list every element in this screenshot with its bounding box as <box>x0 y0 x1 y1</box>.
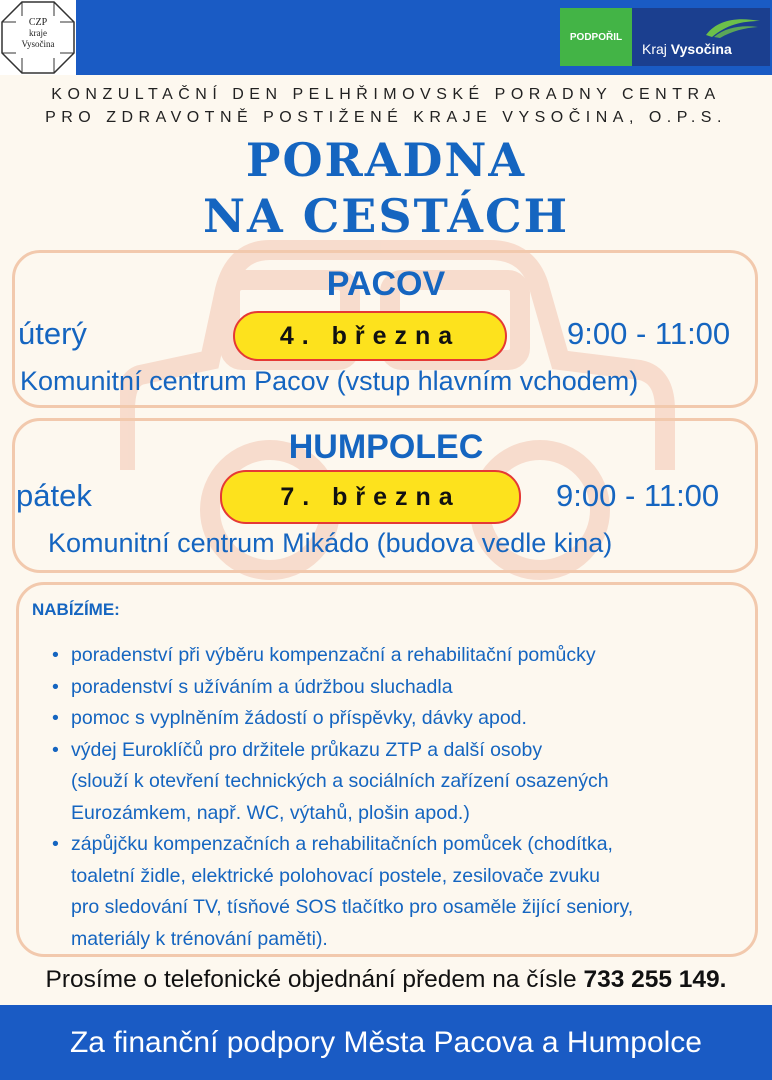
logo-line-czp: CZP <box>28 17 48 28</box>
event-city: HUMPOLEC <box>288 428 484 466</box>
event-day: pátek <box>16 478 92 513</box>
subtitle-line-2: PRO ZDRAVOTNĚ POSTIŽENÉ KRAJE VYSOČINA, O.P.S. <box>45 109 727 126</box>
offers-list <box>52 640 742 955</box>
contact-line <box>0 966 772 994</box>
footer-sponsor: Za finanční podpory Města Pacova a Humpolce <box>0 1005 772 1080</box>
list-item: • výdej Euroklíčů pro držitele průkazu ZTP a další osoby (slouží k otevření technických a sociálních zařízení osazených Eurozámkem, např. WC, výtahů, plošin apod.) <box>52 735 742 830</box>
sponsor-label: PODPOŘIL <box>560 8 632 66</box>
region-swoosh-icon <box>704 15 762 39</box>
event-date-badge: 7. března <box>220 470 521 524</box>
subtitle-line-1: KONZULTAČNÍ DEN PELHŘIMOVSKÉ PORADNY CENTRA <box>51 86 721 103</box>
event-time: 9:00 - 11:00 <box>556 478 720 513</box>
czp-logo <box>0 0 76 75</box>
list-item: • pomoc s vyplněním žádostí o příspěvky, dávky apod. <box>52 703 742 735</box>
event-time: 9:00 - 11:00 <box>567 316 731 351</box>
event-date-badge: 4. března <box>233 311 507 361</box>
event-place: Komunitní centrum Pacov (vstup hlavním vchodem) <box>20 366 639 396</box>
list-item: • poradenství při výběru kompenzační a rehabilitační pomůcky <box>52 640 742 672</box>
region-name: Vysočina <box>670 41 732 57</box>
event-city: PACOV <box>326 265 446 303</box>
offers-title: NABÍZÍME: <box>32 600 120 619</box>
title-line-2: NA CESTÁCH <box>202 189 570 243</box>
region-prefix: Kraj <box>642 41 667 57</box>
event-place: Komunitní centrum Mikádo (budova vedle kina) <box>48 528 613 558</box>
event-day: úterý <box>18 316 87 351</box>
logo-line-kraje: kraje <box>29 28 47 38</box>
logo-line-vysocina: Vysočina <box>21 39 55 49</box>
phone-number: 733 255 149. <box>583 966 727 993</box>
title-line-1: PORADNA <box>245 133 527 187</box>
kraj-vysocina-logo <box>632 8 770 66</box>
contact-text: Prosíme o telefonické objednání předem na čísle <box>45 966 577 993</box>
list-item: • poradenství s užíváním a údržbou sluchadla <box>52 672 742 704</box>
list-item: • zápůjčku kompenzačních a rehabilitačních pomůcek (chodítka, toaletní židle, elektrické polohovací postele, zesilovače zvuku pro sledování TV, tísňové SOS tlačítko pro osaměle žijící seniory, materiály k trénování paměti). <box>52 829 742 955</box>
